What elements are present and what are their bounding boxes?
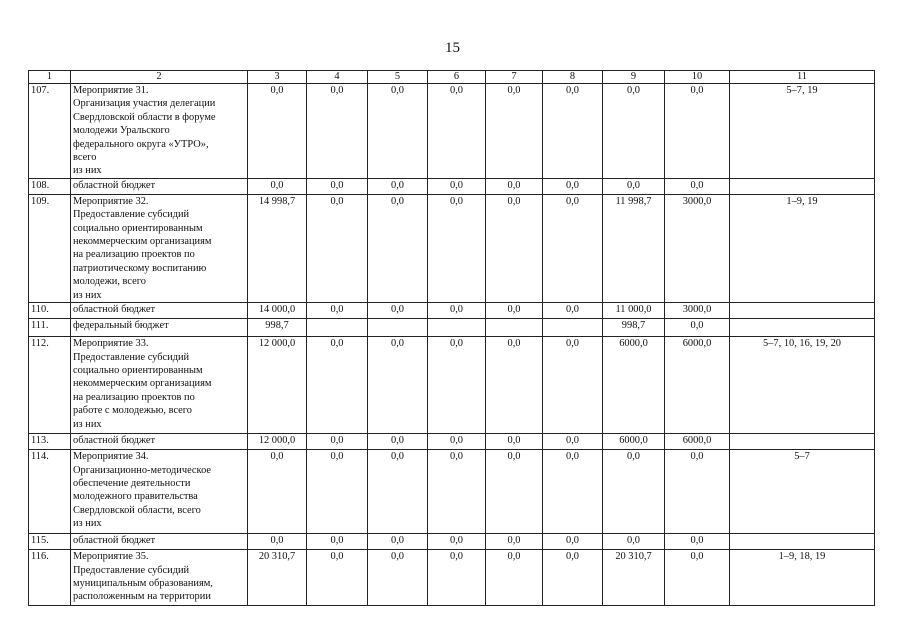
- amount-cell: 0,0: [248, 534, 307, 550]
- target-indicators: [730, 434, 875, 450]
- target-indicators: [730, 178, 875, 194]
- amount-cell: 0,0: [486, 534, 543, 550]
- amount-cell: 0,0: [665, 178, 730, 194]
- amount-cell: 0,0: [307, 550, 368, 606]
- row-number: 115.: [29, 534, 71, 550]
- table-row: [29, 178, 875, 194]
- table-row: [29, 84, 875, 179]
- table-row: [29, 450, 875, 534]
- activity-name-line: Предоставление субсидий: [73, 564, 190, 576]
- amount-cell: 6000,0: [603, 337, 665, 434]
- amount-cell: 0,0: [486, 178, 543, 194]
- amount-cell: 0,0: [486, 434, 543, 450]
- amount-cell: 0,0: [543, 84, 603, 179]
- amount-cell: 0,0: [603, 534, 665, 550]
- amount-cell: [368, 319, 428, 337]
- amount-cell: 12 000,0: [248, 337, 307, 434]
- activity-name-line: областной бюджет: [73, 304, 156, 316]
- amount-cell: 0,0: [486, 194, 543, 302]
- activity-name: [71, 178, 248, 194]
- amount-cell: 0,0: [428, 434, 486, 450]
- activity-name-line: молодежи Уральского: [73, 125, 170, 137]
- amount-cell: 0,0: [543, 178, 603, 194]
- activity-name: [71, 303, 248, 319]
- activity-name: [71, 450, 248, 534]
- amount-cell: 0,0: [603, 84, 665, 179]
- column-number-cell: 4: [307, 71, 368, 84]
- activity-name-line: патриотическому воспитанию: [73, 262, 207, 274]
- table-row: [29, 303, 875, 319]
- activity-name-line: муниципальным образованиям,: [73, 577, 213, 589]
- amount-cell: 0,0: [307, 434, 368, 450]
- activity-name-line: на реализацию проектов по: [73, 249, 195, 261]
- amount-cell: 0,0: [248, 178, 307, 194]
- row-number: 114.: [29, 450, 71, 534]
- amount-cell: 0,0: [307, 534, 368, 550]
- amount-cell: [543, 319, 603, 337]
- target-indicators: 5–7, 10, 16, 19, 20: [730, 337, 875, 434]
- activity-name-line: из них: [73, 165, 102, 177]
- activity-name-line: федерального округа «УТРО»,: [73, 138, 209, 150]
- target-indicators: [730, 319, 875, 337]
- amount-cell: 0,0: [543, 550, 603, 606]
- column-number-cell: 8: [543, 71, 603, 84]
- amount-cell: 0,0: [368, 178, 428, 194]
- amount-cell: 0,0: [486, 450, 543, 534]
- activity-name: [71, 534, 248, 550]
- amount-cell: 0,0: [307, 194, 368, 302]
- amount-cell: 0,0: [368, 337, 428, 434]
- amount-cell: 998,7: [248, 319, 307, 337]
- activity-name-line: Мероприятие 35.: [73, 551, 149, 563]
- amount-cell: 6000,0: [665, 434, 730, 450]
- amount-cell: 20 310,7: [603, 550, 665, 606]
- amount-cell: 0,0: [368, 194, 428, 302]
- amount-cell: 0,0: [428, 450, 486, 534]
- activity-name-line: Свердловской области, всего: [73, 504, 201, 516]
- amount-cell: 0,0: [368, 450, 428, 534]
- amount-cell: 0,0: [543, 450, 603, 534]
- activity-name-line: Мероприятие 31.: [73, 85, 149, 96]
- activity-name-line: из них: [73, 418, 102, 430]
- activity-name-line: всего: [73, 152, 97, 164]
- amount-cell: 0,0: [307, 450, 368, 534]
- column-number-cell: 9: [603, 71, 665, 84]
- amount-cell: 0,0: [486, 303, 543, 319]
- amount-cell: 6000,0: [665, 337, 730, 434]
- amount-cell: 14 998,7: [248, 194, 307, 302]
- amount-cell: 0,0: [603, 450, 665, 534]
- amount-cell: 0,0: [428, 550, 486, 606]
- activity-name-line: обеспечение деятельности: [73, 477, 191, 489]
- activity-name-line: из них: [73, 518, 102, 530]
- row-number: 112.: [29, 337, 71, 434]
- table-row: [29, 337, 875, 434]
- amount-cell: 0,0: [368, 534, 428, 550]
- activity-name: [71, 84, 248, 179]
- table-row: [29, 194, 875, 302]
- activity-name-line: областной бюджет: [73, 535, 156, 547]
- amount-cell: 0,0: [248, 84, 307, 179]
- row-number: 116.: [29, 550, 71, 606]
- amount-cell: [486, 319, 543, 337]
- activity-name-line: молодежного правительства: [73, 491, 198, 503]
- amount-cell: 3000,0: [665, 194, 730, 302]
- table-row: [29, 434, 875, 450]
- amount-cell: [307, 319, 368, 337]
- column-number-cell: 7: [486, 71, 543, 84]
- table-row: [29, 550, 875, 606]
- activity-name-line: расположенным на территории: [73, 591, 211, 603]
- amount-cell: 0,0: [368, 550, 428, 606]
- column-number-cell: 3: [248, 71, 307, 84]
- amount-cell: 0,0: [543, 337, 603, 434]
- activity-name: [71, 550, 248, 606]
- target-indicators: 5–7, 19: [730, 84, 875, 179]
- amount-cell: 0,0: [307, 337, 368, 434]
- column-number-cell: 5: [368, 71, 428, 84]
- amount-cell: 12 000,0: [248, 434, 307, 450]
- amount-cell: 0,0: [486, 550, 543, 606]
- activity-name-line: молодежи, всего: [73, 276, 146, 288]
- activity-name-line: работе с молодежью, всего: [73, 405, 192, 417]
- column-number-cell: 10: [665, 71, 730, 84]
- target-indicators: 1–9, 19: [730, 194, 875, 302]
- amount-cell: 6000,0: [603, 434, 665, 450]
- row-number: 110.: [29, 303, 71, 319]
- amount-cell: 3000,0: [665, 303, 730, 319]
- row-number: 113.: [29, 434, 71, 450]
- activity-name-line: Предоставление субсидий: [73, 351, 190, 363]
- activity-name-line: Свердловской области в форуме: [73, 111, 216, 123]
- activity-name-line: Мероприятие 33.: [73, 338, 149, 350]
- amount-cell: 14 000,0: [248, 303, 307, 319]
- amount-cell: 0,0: [665, 534, 730, 550]
- amount-cell: 0,0: [307, 303, 368, 319]
- target-indicators: [730, 534, 875, 550]
- amount-cell: 0,0: [428, 178, 486, 194]
- column-number-row: [29, 71, 875, 84]
- table-row: [29, 534, 875, 550]
- target-indicators: 5–7: [730, 450, 875, 534]
- target-indicators: [730, 303, 875, 319]
- amount-cell: [428, 319, 486, 337]
- activity-name-line: федеральный бюджет: [73, 320, 169, 332]
- amount-cell: 0,0: [368, 303, 428, 319]
- row-number: 107.: [29, 84, 71, 179]
- row-number: 109.: [29, 194, 71, 302]
- amount-cell: 0,0: [665, 450, 730, 534]
- amount-cell: 11 000,0: [603, 303, 665, 319]
- activity-name-line: на реализацию проектов по: [73, 391, 195, 403]
- amount-cell: 998,7: [603, 319, 665, 337]
- amount-cell: 0,0: [428, 84, 486, 179]
- row-number: 108.: [29, 178, 71, 194]
- activity-name-line: некоммерческим организациям: [73, 378, 212, 390]
- activity-name-line: Организационно-методическое: [73, 464, 212, 476]
- amount-cell: 0,0: [665, 84, 730, 179]
- budget-table: [28, 70, 875, 606]
- page-number: 15: [445, 40, 460, 56]
- amount-cell: 0,0: [543, 534, 603, 550]
- amount-cell: 0,0: [665, 550, 730, 606]
- amount-cell: 0,0: [603, 178, 665, 194]
- amount-cell: 0,0: [486, 337, 543, 434]
- amount-cell: 0,0: [428, 337, 486, 434]
- amount-cell: 0,0: [428, 194, 486, 302]
- amount-cell: 11 998,7: [603, 194, 665, 302]
- activity-name-line: Мероприятие 34.: [73, 451, 149, 463]
- amount-cell: 0,0: [368, 84, 428, 179]
- amount-cell: 0,0: [486, 84, 543, 179]
- activity-name-line: некоммерческим организациям: [73, 236, 212, 248]
- activity-name-line: Организация участия делегации: [73, 98, 216, 110]
- activity-name-line: социально ориентированным: [73, 364, 203, 376]
- column-number-cell: 11: [730, 71, 875, 84]
- amount-cell: 0,0: [248, 450, 307, 534]
- row-number: 111.: [29, 319, 71, 337]
- activity-name-line: из них: [73, 289, 102, 301]
- activity-name-line: социально ориентированным: [73, 222, 203, 234]
- table-row: [29, 319, 875, 337]
- activity-name: [71, 434, 248, 450]
- amount-cell: 0,0: [307, 178, 368, 194]
- column-number-cell: 1: [29, 71, 71, 84]
- activity-name-line: областной бюджет: [73, 435, 156, 447]
- amount-cell: 0,0: [428, 303, 486, 319]
- amount-cell: 0,0: [543, 434, 603, 450]
- amount-cell: 0,0: [543, 194, 603, 302]
- activity-name-line: Предоставление субсидий: [73, 209, 190, 221]
- column-number-cell: 2: [71, 71, 248, 84]
- activity-name: [71, 337, 248, 434]
- activity-name: [71, 319, 248, 337]
- amount-cell: 0,0: [543, 303, 603, 319]
- amount-cell: 0,0: [665, 319, 730, 337]
- activity-name-line: областной бюджет: [73, 179, 156, 191]
- amount-cell: 0,0: [368, 434, 428, 450]
- column-number-cell: 6: [428, 71, 486, 84]
- amount-cell: 20 310,7: [248, 550, 307, 606]
- activity-name: [71, 194, 248, 302]
- activity-name-line: Мероприятие 32.: [73, 195, 149, 207]
- target-indicators: 1–9, 18, 19: [730, 550, 875, 606]
- amount-cell: 0,0: [307, 84, 368, 179]
- amount-cell: 0,0: [428, 534, 486, 550]
